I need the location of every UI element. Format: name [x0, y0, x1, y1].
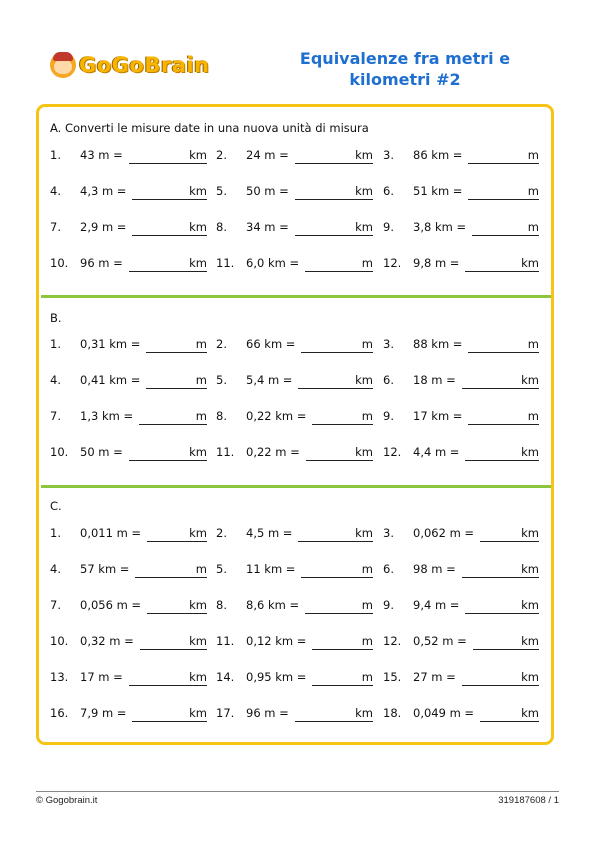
answer-unit: km: [189, 220, 207, 234]
section-label: A. Converti le misure date in una nuova unità di misura: [50, 121, 369, 135]
exercise-expression: 1,3 km =: [80, 409, 134, 423]
answer-unit: m: [195, 337, 207, 351]
answer-unit: m: [361, 337, 373, 351]
exercise-item: [383, 562, 539, 578]
exercise-expression: 0,049 m =: [413, 706, 475, 720]
answer-line[interactable]: [465, 613, 539, 614]
exercise-number: 6.: [383, 562, 394, 576]
exercise-number: 9.: [383, 220, 394, 234]
answer-line[interactable]: [129, 685, 207, 686]
exercise-item: [383, 373, 539, 389]
exercise-expression: 0,062 m =: [413, 526, 475, 540]
exercise-expression: 34 m =: [246, 220, 289, 234]
answer-unit: km: [521, 634, 539, 648]
answer-line[interactable]: [468, 199, 539, 200]
exercise-number: 12.: [383, 634, 402, 648]
logo-text: GoGoBrain: [79, 53, 210, 77]
exercise-expression: 66 km =: [246, 337, 296, 351]
answer-line[interactable]: [468, 352, 539, 353]
exercise-item: [216, 562, 373, 578]
exercise-expression: 0,95 km =: [246, 670, 307, 684]
answer-line[interactable]: [301, 352, 373, 353]
answer-unit: km: [521, 445, 539, 459]
section-divider: [41, 295, 551, 298]
exercise-item: [383, 706, 539, 722]
exercise-number: 10.: [50, 445, 69, 459]
exercise-item: [50, 526, 207, 542]
exercise-expression: 43 m =: [80, 148, 123, 162]
exercise-expression: 50 m =: [246, 184, 289, 198]
exercise-number: 6.: [383, 184, 394, 198]
exercise-number: 7.: [50, 220, 61, 234]
answer-unit: km: [521, 598, 539, 612]
exercise-item: [216, 220, 373, 236]
exercise-item: [383, 445, 539, 461]
answer-unit: m: [195, 373, 207, 387]
answer-line[interactable]: [301, 577, 373, 578]
exercise-item: [50, 373, 207, 389]
exercise-item: [50, 562, 207, 578]
answer-unit: km: [189, 598, 207, 612]
answer-line[interactable]: [135, 577, 207, 578]
answer-line[interactable]: [312, 685, 373, 686]
exercise-number: 12.: [383, 256, 402, 270]
section-label: B.: [50, 311, 62, 325]
exercise-number: 8.: [216, 220, 227, 234]
exercise-number: 13.: [50, 670, 69, 684]
exercise-number: 8.: [216, 409, 227, 423]
answer-unit: km: [189, 526, 207, 540]
exercise-number: 4.: [50, 184, 61, 198]
answer-line[interactable]: [146, 388, 207, 389]
exercise-expression: 86 km =: [413, 148, 463, 162]
answer-unit: km: [189, 670, 207, 684]
answer-line[interactable]: [295, 199, 373, 200]
exercise-item: [216, 445, 373, 461]
answer-line[interactable]: [462, 577, 539, 578]
exercise-item: [50, 148, 207, 164]
exercise-expression: 4,3 m =: [80, 184, 127, 198]
exercise-number: 7.: [50, 409, 61, 423]
exercise-number: 2.: [216, 148, 227, 162]
exercise-item: [383, 670, 539, 686]
answer-unit: m: [361, 598, 373, 612]
exercise-item: [50, 598, 207, 614]
exercise-number: 5.: [216, 373, 227, 387]
answer-line[interactable]: [465, 460, 539, 461]
answer-unit: m: [361, 562, 373, 576]
exercise-expression: 5,4 m =: [246, 373, 293, 387]
answer-line[interactable]: [140, 649, 207, 650]
answer-line[interactable]: [147, 613, 207, 614]
exercise-expression: 98 m =: [413, 562, 456, 576]
exercise-number: 11.: [216, 445, 235, 459]
exercise-expression: 0,31 km =: [80, 337, 141, 351]
exercise-item: [383, 148, 539, 164]
exercise-expression: 0,22 km =: [246, 409, 307, 423]
answer-line[interactable]: [129, 271, 207, 272]
exercise-item: [216, 184, 373, 200]
exercise-expression: 96 m =: [80, 256, 123, 270]
answer-unit: m: [361, 409, 373, 423]
exercise-item: [383, 598, 539, 614]
exercise-expression: 9,4 m =: [413, 598, 460, 612]
exercise-expression: 51 km =: [413, 184, 463, 198]
answer-unit: km: [189, 256, 207, 270]
exercise-expression: 0,056 m =: [80, 598, 142, 612]
answer-unit: m: [195, 409, 207, 423]
answer-unit: km: [189, 706, 207, 720]
exercise-number: 5.: [216, 184, 227, 198]
answer-line[interactable]: [306, 460, 373, 461]
exercise-item: [216, 148, 373, 164]
exercise-expression: 50 m =: [80, 445, 123, 459]
exercise-expression: 4,4 m =: [413, 445, 460, 459]
answer-line[interactable]: [295, 163, 373, 164]
answer-unit: m: [527, 184, 539, 198]
answer-line[interactable]: [298, 541, 373, 542]
exercise-number: 11.: [216, 634, 235, 648]
exercise-number: 17.: [216, 706, 235, 720]
exercise-number: 1.: [50, 337, 61, 351]
exercise-item: [383, 526, 539, 542]
answer-unit: km: [189, 445, 207, 459]
exercise-item: [383, 184, 539, 200]
exercise-item: [50, 670, 207, 686]
exercise-item: [216, 634, 373, 650]
exercise-item: [216, 256, 373, 272]
answer-unit: km: [355, 706, 373, 720]
mascot-icon: [50, 52, 76, 78]
answer-unit: m: [527, 409, 539, 423]
answer-line[interactable]: [465, 271, 539, 272]
exercise-item: [216, 373, 373, 389]
answer-line[interactable]: [147, 541, 207, 542]
exercise-number: 12.: [383, 445, 402, 459]
answer-line[interactable]: [129, 460, 207, 461]
exercise-number: 8.: [216, 598, 227, 612]
answer-unit: km: [355, 373, 373, 387]
exercise-expression: 0,011 m =: [80, 526, 142, 540]
exercise-number: 1.: [50, 148, 61, 162]
answer-line[interactable]: [472, 235, 539, 236]
answer-unit: km: [355, 184, 373, 198]
exercise-expression: 27 m =: [413, 670, 456, 684]
answer-unit: km: [189, 148, 207, 162]
exercise-number: 10.: [50, 256, 69, 270]
answer-line[interactable]: [462, 685, 539, 686]
answer-unit: m: [361, 634, 373, 648]
exercise-item: [383, 409, 539, 425]
exercise-number: 14.: [216, 670, 235, 684]
answer-unit: km: [355, 148, 373, 162]
exercise-item: [50, 445, 207, 461]
answer-unit: m: [361, 256, 373, 270]
exercise-number: 2.: [216, 337, 227, 351]
answer-unit: km: [521, 373, 539, 387]
exercise-item: [216, 598, 373, 614]
exercise-number: 15.: [383, 670, 402, 684]
exercise-expression: 11 km =: [246, 562, 296, 576]
answer-unit: m: [527, 148, 539, 162]
exercise-number: 11.: [216, 256, 235, 270]
answer-unit: m: [361, 670, 373, 684]
exercise-item: [50, 409, 207, 425]
answer-line[interactable]: [305, 271, 373, 272]
exercise-item: [383, 337, 539, 353]
exercise-expression: 96 m =: [246, 706, 289, 720]
exercise-item: [383, 220, 539, 236]
exercise-number: 2.: [216, 526, 227, 540]
exercise-expression: 2,9 m =: [80, 220, 127, 234]
exercise-number: 5.: [216, 562, 227, 576]
answer-unit: km: [521, 256, 539, 270]
answer-line[interactable]: [132, 235, 207, 236]
exercise-item: [50, 256, 207, 272]
exercise-expression: 8,6 km =: [246, 598, 300, 612]
section-label: C.: [50, 499, 62, 513]
answer-line[interactable]: [473, 649, 539, 650]
answer-line[interactable]: [132, 199, 207, 200]
answer-line[interactable]: [468, 424, 539, 425]
answer-unit: km: [189, 634, 207, 648]
exercise-number: 4.: [50, 562, 61, 576]
answer-line[interactable]: [132, 721, 207, 722]
exercise-number: 3.: [383, 148, 394, 162]
exercise-expression: 57 km =: [80, 562, 130, 576]
exercise-expression: 88 km =: [413, 337, 463, 351]
exercise-number: 3.: [383, 337, 394, 351]
exercise-expression: 0,52 m =: [413, 634, 467, 648]
answer-line[interactable]: [139, 424, 207, 425]
footer-page-id: 319187608 / 1: [498, 795, 559, 806]
exercise-expression: 7,9 m =: [80, 706, 127, 720]
footer-divider: [36, 791, 559, 792]
exercise-number: 9.: [383, 409, 394, 423]
exercise-expression: 17 m =: [80, 670, 123, 684]
answer-unit: km: [189, 184, 207, 198]
exercise-item: [50, 220, 207, 236]
exercise-expression: 9,8 m =: [413, 256, 460, 270]
answer-unit: km: [355, 220, 373, 234]
answer-unit: km: [521, 670, 539, 684]
worksheet-title: Equivalenze fra metri e kilometri #2: [299, 49, 511, 89]
exercise-number: 1.: [50, 526, 61, 540]
answer-line[interactable]: [462, 388, 539, 389]
exercise-item: [216, 526, 373, 542]
exercise-expression: 0,41 km =: [80, 373, 141, 387]
exercise-expression: 24 m =: [246, 148, 289, 162]
exercise-number: 9.: [383, 598, 394, 612]
exercise-item: [383, 634, 539, 650]
answer-unit: m: [527, 220, 539, 234]
exercise-item: [216, 670, 373, 686]
answer-unit: km: [355, 445, 373, 459]
footer-copyright: © Gogobrain.it: [36, 795, 98, 806]
exercise-item: [50, 184, 207, 200]
exercise-item: [216, 706, 373, 722]
exercise-number: 6.: [383, 373, 394, 387]
answer-line[interactable]: [480, 541, 539, 542]
exercise-expression: 18 m =: [413, 373, 456, 387]
exercise-item: [50, 634, 207, 650]
answer-line[interactable]: [468, 163, 539, 164]
exercise-number: 7.: [50, 598, 61, 612]
answer-unit: m: [195, 562, 207, 576]
answer-line[interactable]: [146, 352, 207, 353]
exercise-number: 4.: [50, 373, 61, 387]
answer-line[interactable]: [312, 424, 373, 425]
exercise-item: [50, 337, 207, 353]
exercise-expression: 0,12 km =: [246, 634, 307, 648]
exercise-expression: 3,8 km =: [413, 220, 467, 234]
answer-unit: km: [521, 526, 539, 540]
exercise-number: 18.: [383, 706, 402, 720]
exercise-expression: 0,22 m =: [246, 445, 300, 459]
answer-unit: km: [521, 562, 539, 576]
answer-unit: m: [527, 337, 539, 351]
answer-unit: km: [521, 706, 539, 720]
exercise-number: 3.: [383, 526, 394, 540]
section-divider: [41, 485, 551, 488]
exercise-number: 10.: [50, 634, 69, 648]
answer-line[interactable]: [129, 163, 207, 164]
exercise-item: [216, 409, 373, 425]
answer-unit: km: [355, 526, 373, 540]
answer-line[interactable]: [295, 721, 373, 722]
exercise-expression: 6,0 km =: [246, 256, 300, 270]
answer-line[interactable]: [298, 388, 373, 389]
exercise-expression: 17 km =: [413, 409, 463, 423]
exercise-number: 16.: [50, 706, 69, 720]
answer-line[interactable]: [312, 649, 373, 650]
exercise-item: [216, 337, 373, 353]
answer-line[interactable]: [295, 235, 373, 236]
gogobrain-logo: [50, 50, 230, 80]
exercise-expression: 4,5 m =: [246, 526, 293, 540]
answer-line[interactable]: [480, 721, 539, 722]
exercise-item: [383, 256, 539, 272]
exercise-item: [50, 706, 207, 722]
answer-line[interactable]: [305, 613, 373, 614]
exercise-expression: 0,32 m =: [80, 634, 134, 648]
